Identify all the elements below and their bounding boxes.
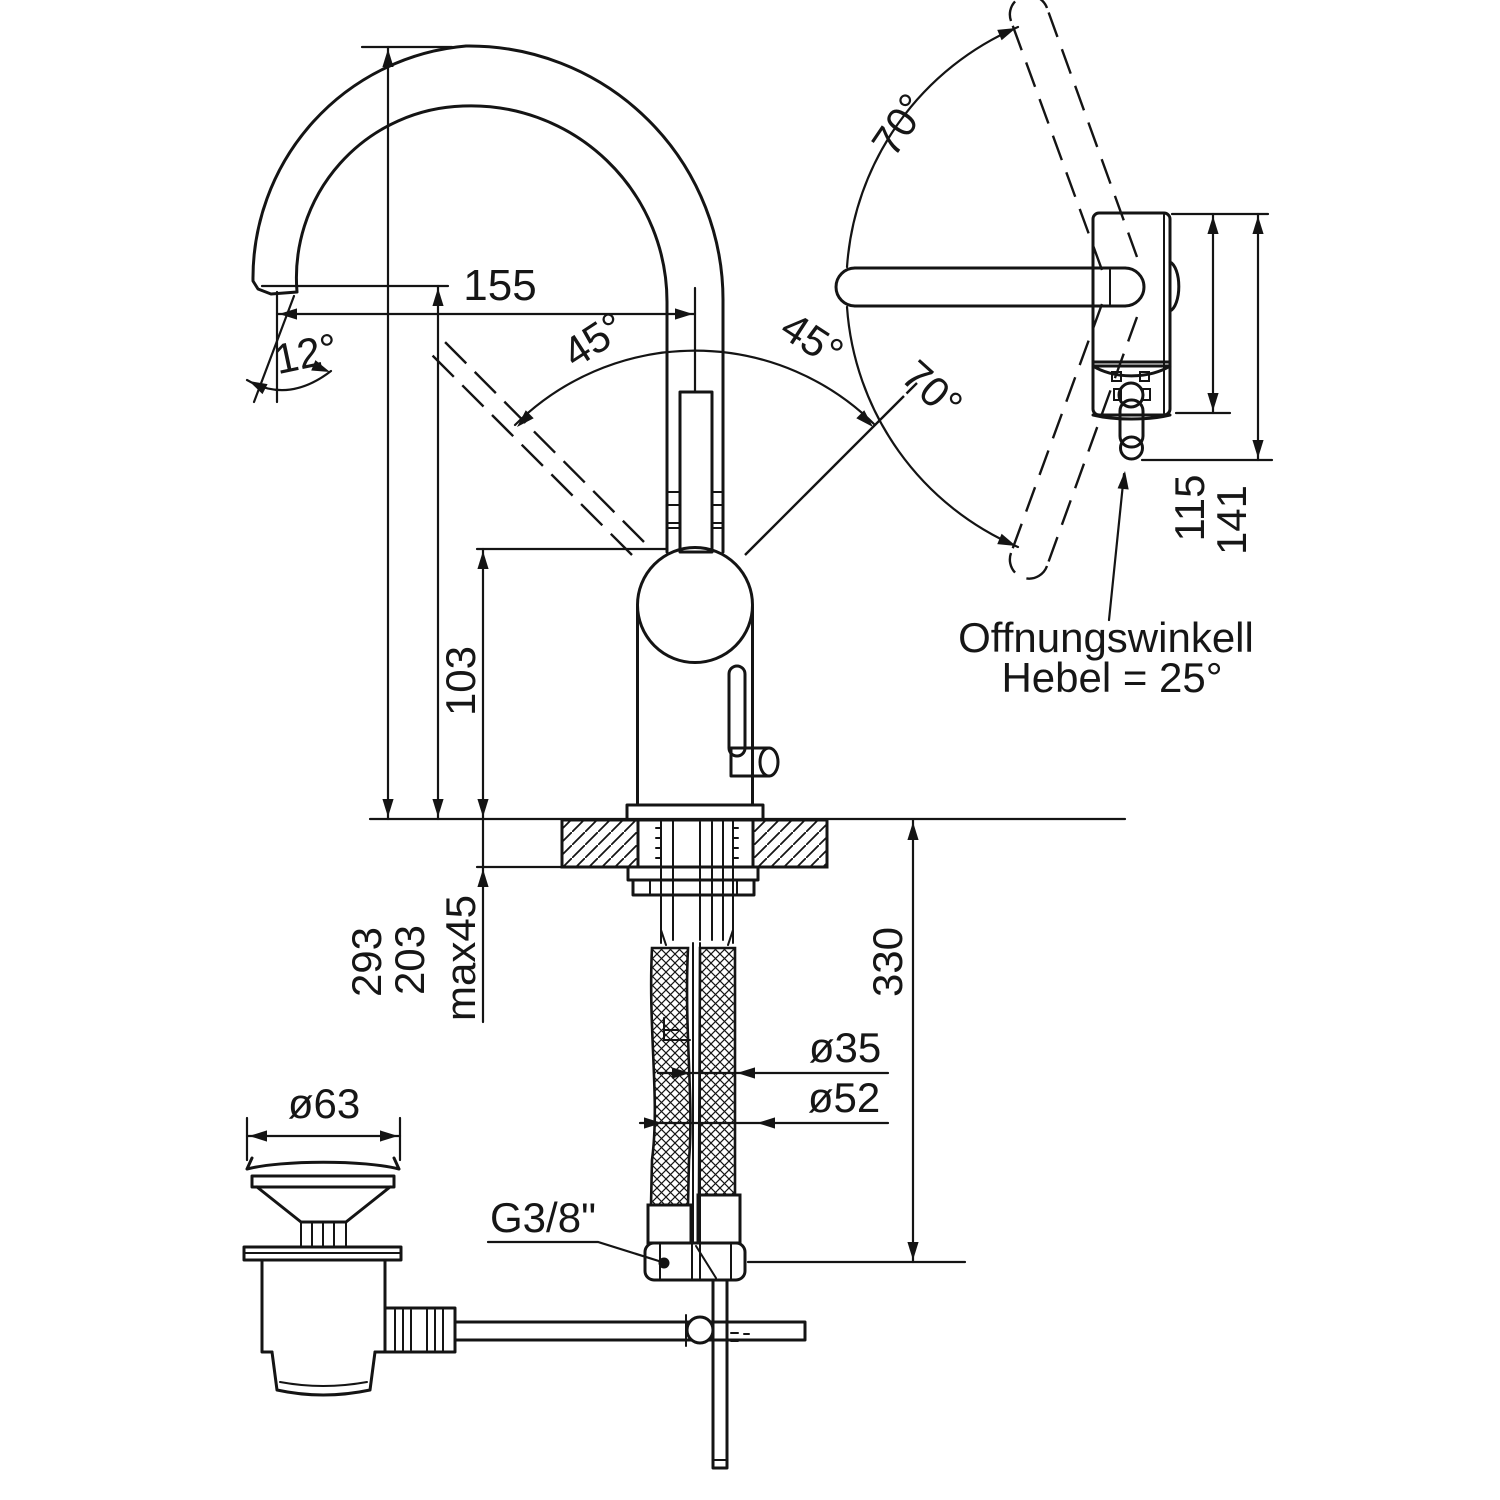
spout-insert <box>680 392 712 552</box>
dim-330-label: 330 <box>864 926 911 998</box>
drain-assembly <box>244 1158 455 1395</box>
dim-45deg-left-label: 45° <box>554 302 634 377</box>
dim-141-label: 141 <box>1208 484 1255 556</box>
base-plate <box>627 805 763 820</box>
dim-swivel-45 <box>427 303 917 555</box>
front-view <box>244 46 827 1468</box>
dim-203-label: 203 <box>386 924 433 996</box>
dim-45deg-right-label: 45° <box>772 302 852 377</box>
pop-up-rod <box>713 1280 727 1468</box>
lever-grip-end <box>760 748 778 776</box>
dim-293 <box>343 47 394 997</box>
dim-dia35-label: ø35 <box>808 1024 882 1071</box>
linkage-bar <box>455 1315 805 1346</box>
dim-293-label: 293 <box>343 926 390 998</box>
swung-pipe-left <box>427 337 644 555</box>
dim-115-label: 115 <box>1166 474 1213 542</box>
thread-callout <box>488 1194 670 1269</box>
dim-103-max45 <box>437 549 489 1022</box>
dim-12deg-label: 12° <box>269 323 342 384</box>
dim-103-label: 103 <box>437 645 484 717</box>
dim-max45-label: max45 <box>437 894 484 1022</box>
dim-rotation-70 <box>847 23 1018 551</box>
swung-pipe-right <box>745 383 917 555</box>
dim-155-label: 155 <box>463 261 537 310</box>
dim-dia63-label: ø63 <box>287 1080 361 1127</box>
thread-label: G3/8" <box>490 1194 596 1241</box>
note-line2: Hebel = 25° <box>1001 654 1223 701</box>
dim-dia63 <box>247 1080 400 1142</box>
dim-203 <box>386 286 444 995</box>
dim-dia52-label: ø52 <box>807 1074 881 1121</box>
note-line1: Offnungswinkell <box>958 614 1254 661</box>
supply-hose-left <box>648 948 691 1243</box>
top-view-spout <box>836 268 1144 306</box>
top-view-lever <box>1114 383 1150 459</box>
dim-spout-reach <box>277 261 695 320</box>
drain-side-outlet <box>385 1308 455 1352</box>
top-view <box>836 0 1179 579</box>
linkage-ball-joint <box>687 1317 713 1343</box>
supply-hose-right <box>698 948 740 1243</box>
dim-141 <box>1208 214 1264 555</box>
dim-70deg-lower-label: 70° <box>893 350 972 429</box>
lever-shaft <box>729 666 745 756</box>
mounting-hardware <box>628 867 758 945</box>
ball-joint <box>638 548 753 663</box>
top-view-spout-swung-up <box>1010 0 1137 270</box>
dim-70deg-upper-label: 70° <box>862 85 937 165</box>
